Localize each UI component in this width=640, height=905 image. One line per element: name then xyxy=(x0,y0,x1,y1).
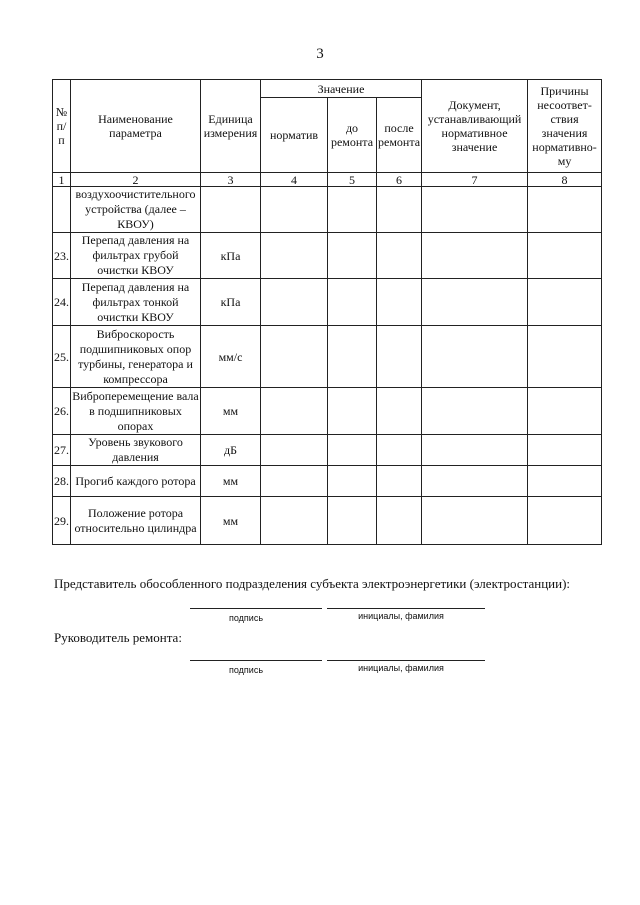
cell-document xyxy=(422,497,528,545)
cell-document xyxy=(422,435,528,466)
cell-before-repair xyxy=(328,466,377,497)
table-row xyxy=(53,497,602,545)
name-line xyxy=(327,608,485,609)
row-number: 29. xyxy=(53,497,71,545)
cell-reasons xyxy=(528,326,602,388)
column-number: 6 xyxy=(377,173,422,187)
cell-before-repair xyxy=(328,279,377,326)
cell-reasons xyxy=(528,497,602,545)
name-caption: инициалы, фамилия xyxy=(358,611,444,621)
signature-line xyxy=(190,660,322,661)
column-number: 3 xyxy=(201,173,261,187)
cell-before-repair xyxy=(328,187,377,233)
cell-normativ xyxy=(261,187,328,233)
cell-normativ xyxy=(261,326,328,388)
header-value-group: Значение xyxy=(261,80,422,98)
header-after-repair: после ремонта xyxy=(377,98,422,173)
table-row xyxy=(53,279,602,326)
table-row xyxy=(53,466,602,497)
row-number: 27. xyxy=(53,435,71,466)
cell-after-repair xyxy=(377,326,422,388)
column-number: 8 xyxy=(528,173,602,187)
header-document: Документ, устанавливающий нормативное значение xyxy=(422,80,528,173)
signature-line xyxy=(190,608,322,609)
cell-after-repair xyxy=(377,497,422,545)
parameters-table xyxy=(52,79,602,545)
column-number: 1 xyxy=(53,173,71,187)
cell-document xyxy=(422,279,528,326)
cell-before-repair xyxy=(328,233,377,279)
header-before-repair: до ремонта xyxy=(328,98,377,173)
header-reasons: Причины несоответ-ствия значения нормативно-му xyxy=(528,80,602,173)
parameter-unit: мм xyxy=(201,497,261,545)
row-number: 23. xyxy=(53,233,71,279)
cell-normativ xyxy=(261,497,328,545)
parameter-name: Перепад давления на фильтрах грубой очистки КВОУ xyxy=(71,233,201,279)
representative-label: Представитель обособленного подразделения субъекта электроэнергетики (электростанции): xyxy=(54,576,571,591)
column-number: 4 xyxy=(261,173,328,187)
parameter-name: Положение ротора относительно цилиндра xyxy=(71,497,201,545)
cell-normativ xyxy=(261,279,328,326)
cell-reasons xyxy=(528,233,602,279)
parameter-unit: мм/с xyxy=(201,326,261,388)
table-row xyxy=(53,388,602,435)
name-line xyxy=(327,660,485,661)
parameter-unit: дБ xyxy=(201,435,261,466)
cell-after-repair xyxy=(377,187,422,233)
cell-reasons xyxy=(528,388,602,435)
row-number xyxy=(53,187,71,233)
parameter-name: Виброперемещение вала в подшипниковых опорах xyxy=(72,388,199,433)
cell-after-repair xyxy=(377,388,422,435)
parameter-unit: мм xyxy=(201,388,261,435)
cell-before-repair xyxy=(328,497,377,545)
cell-after-repair xyxy=(377,435,422,466)
table-row xyxy=(53,187,602,233)
signature-caption: подпись xyxy=(228,613,264,623)
header-normativ: норматив xyxy=(261,98,328,173)
column-number: 2 xyxy=(71,173,201,187)
signature-caption: подпись xyxy=(228,665,264,675)
cell-normativ xyxy=(261,388,328,435)
table-row xyxy=(53,435,602,466)
cell-after-repair xyxy=(377,279,422,326)
column-number: 5 xyxy=(328,173,377,187)
cell-before-repair xyxy=(328,435,377,466)
cell-reasons xyxy=(528,279,602,326)
cell-document xyxy=(422,388,528,435)
cell-reasons xyxy=(528,466,602,497)
parameter-name: Перепад давления на фильтрах тонкой очистки КВОУ xyxy=(71,279,201,326)
cell-reasons xyxy=(528,435,602,466)
name-caption: инициалы, фамилия xyxy=(358,663,444,673)
table-row xyxy=(53,326,602,388)
table-row xyxy=(53,233,602,279)
row-number: 25. xyxy=(53,326,71,388)
parameter-name: Уровень звукового давления xyxy=(71,435,201,466)
column-numbers-row xyxy=(53,173,602,187)
header-unit: Единица измерения xyxy=(201,80,261,173)
parameter-name: Виброскорость подшипниковых опор турбины, генератора и компрессора xyxy=(71,326,201,388)
cell-before-repair xyxy=(328,388,377,435)
cell-document xyxy=(422,326,528,388)
header-num: № п/п xyxy=(53,80,71,173)
column-number: 7 xyxy=(422,173,528,187)
cell-document xyxy=(422,233,528,279)
parameter-unit: мм xyxy=(201,466,261,497)
row-number: 24. xyxy=(53,279,71,326)
parameter-unit: кПа xyxy=(201,233,261,279)
cell-reasons xyxy=(528,187,602,233)
row-number: 26. xyxy=(53,388,71,435)
header-name: Наименование параметра xyxy=(71,80,201,173)
parameter-unit xyxy=(201,187,261,233)
parameter-unit: кПа xyxy=(201,279,261,326)
cell-document xyxy=(422,187,528,233)
row-number: 28. xyxy=(53,466,71,497)
repair-manager-label: Руководитель ремонта: xyxy=(54,630,182,645)
cell-normativ xyxy=(261,233,328,279)
cell-before-repair xyxy=(328,326,377,388)
page-number: 3 xyxy=(316,46,324,62)
cell-after-repair xyxy=(377,233,422,279)
cell-after-repair xyxy=(377,466,422,497)
cell-document xyxy=(422,466,528,497)
parameter-name: Прогиб каждого ротора xyxy=(71,466,201,497)
cell-normativ xyxy=(261,466,328,497)
parameter-name: воздухоочистительного устройства (далее – КВОУ) xyxy=(71,187,201,233)
cell-normativ xyxy=(261,435,328,466)
